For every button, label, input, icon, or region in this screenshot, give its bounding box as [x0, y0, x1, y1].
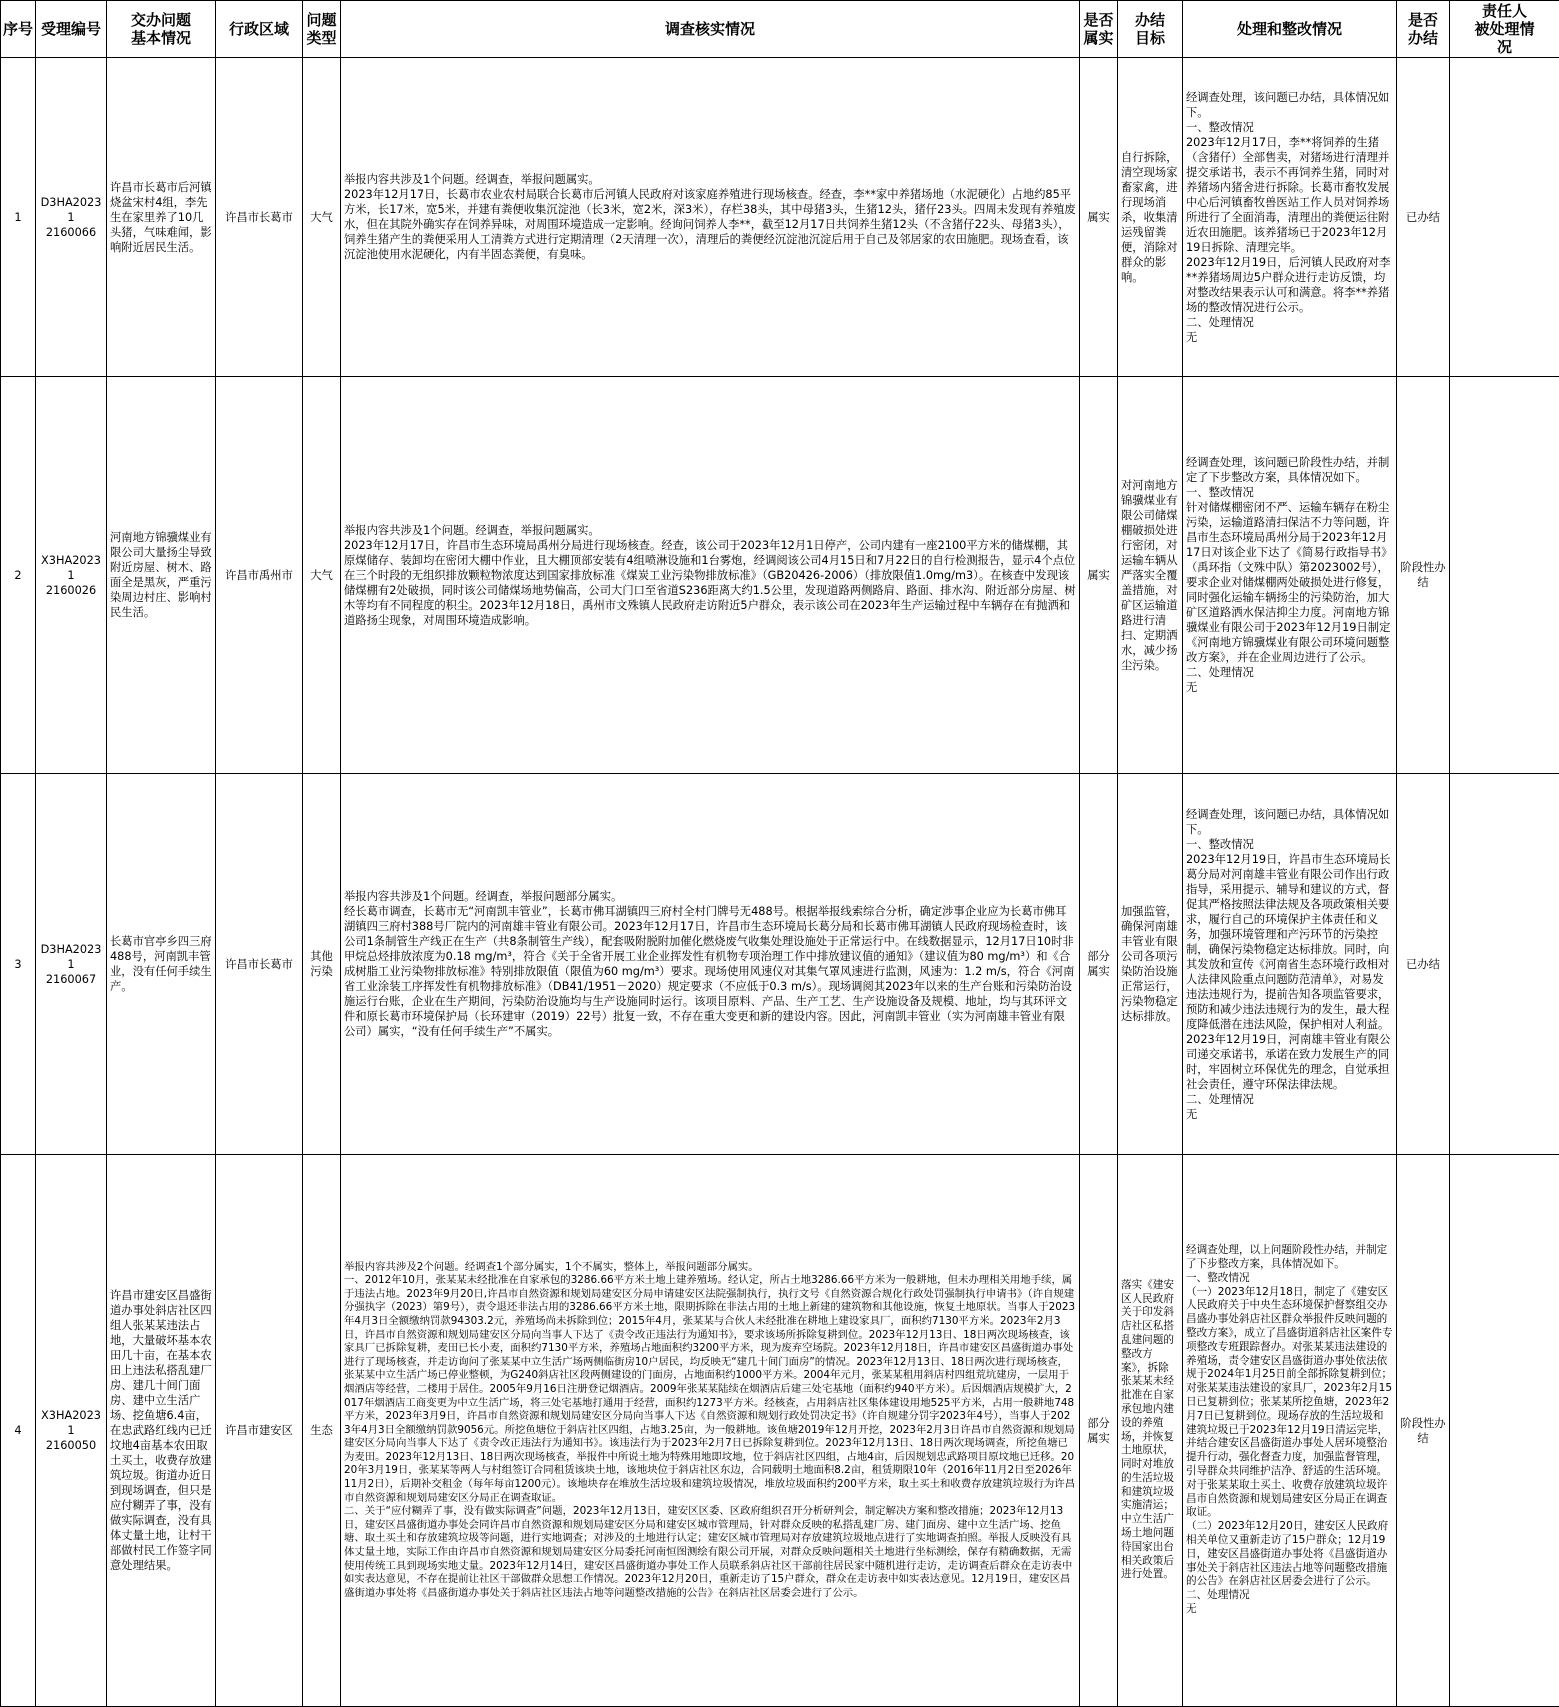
cell-issue-type: 其他 污染 [303, 774, 341, 1155]
cell-responsible [1450, 377, 1559, 774]
cell-issue-type: 大气 [303, 58, 341, 377]
header-row [1, 1, 1559, 58]
cell-acceptance-no: D3HA20231 2160067 [36, 774, 107, 1155]
table-row [1, 377, 1559, 774]
cell-acceptance-no: D3HA20231 2160066 [36, 58, 107, 377]
header-seq: 序号 [1, 1, 36, 58]
cell-handling: 经调查处理，该问题已办结，具体情况如下。 一、整改情况 2023年12月19日，许昌市生态环境局长葛分局对河南雄丰管业有限公司作出行政指导，采用提示、辅导和建议的方式，督促其严格按照法律法规及各项政策相关要求，履行自己的环境保护主体责任和义务，加强环境管理和产污环节的污染控制，确保污染物稳定达标排放。同时，向其发放和宣传《河南省生态环境行政相对人法律风险重点问题防范清单》，对易发违法违规行为，提前告知各项监管要求，预防和减少违法违规行为的发生，最大程度降低潜在违法风险，保护相对人利益。 2023年12月19日，河南雄丰管业有限公司递交承诺书，承诺在致力发展生产的同时，牢固树立环保优先的理念，自觉承担社会责任，遵守环保法律法规。 二、处理情况 无 [1183, 774, 1397, 1155]
cell-admin-region: 许昌市建安区 [216, 1155, 303, 1707]
cell-goal: 自行拆除，清空现场家畜家禽，进行现场消杀，收集清运残留粪便，消除对群众的影响。 [1118, 58, 1183, 377]
cell-investigation: 举报内容共涉及1个问题。经调查，举报问题属实。 2023年12月17日，许昌市生态环境局禹州分局进行现场核查。经查，该公司于2023年12月1日停产，公司内建有一座2100平方米的储煤棚，其原煤储存、装卸均在密闭大棚中作业，且大棚顶部安装有4组喷淋设施和1台雾炮，经调阅该公司4月15日和7月22日的自行检测报告，显示4个点位在三个时段的无组织排放颗粒物浓度达到国家排放标准《煤炭工业污染物排放标准》（GB20426-2006）（排放限值1.0mg/m3）。在核查中发现该储煤棚有2处破损，同时该公司储煤场地势偏高，公司大门口至省道S236距离大约1.5公里，发现道路两侧路肩、路面、排水沟、附近部分房屋、树木等均有不同程度的积尘。2023年12月18日，禹州市文殊镇人民政府走访附近5户群众，表示该公司在2023年生产运输过程中车辆存在有抛洒和道路扬尘现象，对周围环境造成影响。 [341, 377, 1080, 774]
cell-issue-basic: 河南地方锦骥煤业有限公司大量扬尘导致附近房屋、树木、路面全是黑灰，严重污染周边村庄、影响村民生活。 [107, 377, 216, 774]
cell-is-closed: 已办结 [1397, 774, 1450, 1155]
cell-issue-basic: 许昌市建安区昌盛街道办事处斜店社区四组人张某某违法占地，大量破坏基本农田几十亩，在基本农田上违法私搭乱建厂房、建几十间门面房、建中立生活广场、挖鱼塘6.4亩，在忠武路红线内已迁坟地4亩基本农田取土买土，收费存放建筑垃圾。街道办近日到现场调查，但只是应付糊弄了事，没有做实际调查，没有具体丈量土地，让村干部做村民工作签字同意处理结果。 [107, 1155, 216, 1707]
header-goal: 办结 目标 [1118, 1, 1183, 58]
cell-acceptance-no: X3HA20231 2160050 [36, 1155, 107, 1707]
cell-is-closed: 阶段性办结 [1397, 377, 1450, 774]
cell-is-true: 部分 属实 [1080, 774, 1118, 1155]
cell-is-true: 属实 [1080, 58, 1118, 377]
header-responsible: 责任人 被处理情 况 [1450, 1, 1559, 58]
header-issue-basic: 交办问题 基本情况 [107, 1, 216, 58]
table-row [1, 1155, 1559, 1707]
header-is-true: 是否 属实 [1080, 1, 1118, 58]
cell-investigation: 举报内容共涉及1个问题。经调查，举报问题部分属实。 经长葛市调查，长葛市无“河南凯丰管业”，长葛市佛耳湖镇四三府村全村门牌号无488号。根据举报线索综合分析，确定涉事企业应为长葛市佛耳湖镇四三府村388号厂院内的河南雄丰管业有限公司。2023年12月17日，许昌市生态环境局长葛分局和长葛市佛耳湖镇人民政府现场检查时，该公司1条制管生产线正在生产（共8条制管生产线），配套吸附脱附加催化燃烧废气收集处理设施处于正常运行中。在线数据显示，12月17日10时非甲烷总烃排放浓度为0.18 mg/m³，符合《关于全省开展工业企业挥发性有机物专项治理工作中排放建议值的通知》（建议值为80 mg/m³）和《合成树脂工业污染物排放标准》特别排放限值（限值为60 mg/m³）要求。现场使用风速仪对其集气罩风速进行监测，风速为：1.2 m/s，符合《河南省工业涂装工序挥发性有机物排放标准》（DB41/1951－2020）规定要求（不应低于0.3 m/s）。现场调阅其2023年以来的生产台账和污染防治设施运行台账，企业在生产期间，污染防治设施均与生产设施同时运行。该项目原料、产品、生产工艺、生产设施设备及规模、地址，均与其环评文件和原长葛市环境保护局（长环建审（2019）22号）批复一致，不存在重大变更和新的建设内容。因此，河南凯丰管业（实为河南雄丰管业有限公司）属实，“没有任何手续生产”不属实。 [341, 774, 1080, 1155]
cell-responsible [1450, 774, 1559, 1155]
cell-admin-region: 许昌市禹州市 [216, 377, 303, 774]
cell-admin-region: 许昌市长葛市 [216, 58, 303, 377]
cell-goal: 落实《建安区人民政府关于印发斜店社区私搭乱建问题的整改方案》，拆除张某某未经批准在自家承包地内建设的养殖场，并恢复土地原状，同时对堆放的生活垃圾和建筑垃圾实施清运；中立生活广场土地问题待国家出台相关政策后进行处置。 [1118, 1155, 1183, 1707]
cell-handling: 经调查处理，该问题已阶段性办结，并制定了下步整改方案，具体情况如下。 一、整改情况 针对储煤棚密闭不严、运输车辆存在粉尘污染，运输道路清扫保洁不力等问题，许昌市生态环境局禹州分局于2023年12月17日对该企业下达了《简易行政指导书》（禹环指（文殊中队）第2023002号），要求企业对储煤棚两处破损处进行修复，同时强化运输车辆扬尘的污染防治，加大矿区道路洒水保洁抑尘力度。河南地方锦骥煤业有限公司于2023年12月19日制定《河南地方锦骥煤业有限公司环境问题整改方案》，并在企业周边进行了公示。 二、处理情况 无 [1183, 377, 1397, 774]
cell-is-true: 属实 [1080, 377, 1118, 774]
cell-issue-type: 生态 [303, 1155, 341, 1707]
cell-responsible [1450, 58, 1559, 377]
cell-seq: 2 [1, 377, 36, 774]
header-issue-type: 问题 类型 [303, 1, 341, 58]
cell-seq: 3 [1, 774, 36, 1155]
cell-issue-type: 大气 [303, 377, 341, 774]
table-row [1, 58, 1559, 377]
cell-acceptance-no: X3HA20231 2160026 [36, 377, 107, 774]
table-row [1, 774, 1559, 1155]
cell-is-closed: 阶段性办结 [1397, 1155, 1450, 1707]
cell-responsible [1450, 1155, 1559, 1707]
cell-is-closed: 已办结 [1397, 58, 1450, 377]
cell-issue-basic: 长葛市官亭乡四三府488号，河南凯丰管业，没有任何手续生产。 [107, 774, 216, 1155]
cell-issue-basic: 许昌市长葛市后河镇烧盆宋村4组，李先生在家里养了10几头猪，气味难闻，影响附近居民生活。 [107, 58, 216, 377]
cell-handling: 经调查处理，以上问题阶段性办结，并制定了下步整改方案，具体情况如下。 一、整改情况 （一）2023年12月18日，制定了《建安区人民政府关于中央生态环境保护督察组交办昌盛办事处斜店社区群众举报件反映问题的整改方案》，成立了昌盛街道斜店社区案件专项整改专班跟踪督办。对张某某违法建设的养殖场，责令建安区昌盛街道办事处依法依规于2024年1月25日前全部拆除复耕到位；对张某某违法建设的家具厂，2023年2月15日已复耕到位；张某某所挖鱼塘，2023年2月7日已复耕到位。现场存放的生活垃圾和建筑垃圾已于2023年12月19日清运完毕，并结合建安区昌盛街道办事处人居环境整治提升行动，强化督查力度，加强监督管理，引导群众共同维护洁净、舒适的生活环境。对于张某某取土买土、收费存放建筑垃圾许昌市自然资源和规划局建安区分局正在调查取证。 （二）2023年12月20日，建安区人民政府相关单位又重新走访了15户群众；12月19日，建安区昌盛街道办事处将《昌盛街道办事处关于斜店社区违法占地等问题整改措施的公告》在斜店社区居委会进行了公示。 二、处理情况 无 [1183, 1155, 1397, 1707]
cell-goal: 加强监管，确保河南雄丰管业有限公司各项污染防治设施正常运行，污染物稳定达标排放。 [1118, 774, 1183, 1155]
cell-is-true: 部分 属实 [1080, 1155, 1118, 1707]
cell-admin-region: 许昌市长葛市 [216, 774, 303, 1155]
cell-seq: 1 [1, 58, 36, 377]
cell-goal: 对河南地方锦骥煤业有限公司储煤棚破损处进行密闭，对运输车辆从严落实全覆盖措施，对矿区运输道路进行清扫、定期洒水，减少扬尘污染。 [1118, 377, 1183, 774]
header-investigation: 调查核实情况 [341, 1, 1080, 58]
header-acceptance-no: 受理编号 [36, 1, 107, 58]
header-handling: 处理和整改情况 [1183, 1, 1397, 58]
cell-handling: 经调查处理，该问题已办结，具体情况如下。 一、整改情况 2023年12月17日，李**将饲养的生猪（含猪仔）全部售卖，对猪场进行清理并提交承诺书，表示不再饲养生猪，同时对养猪场内猪舍进行拆除。长葛市畜牧发展中心后河镇畜牧兽医站工作人员对饲养场所进行了全面消毒，清理出的粪便运往附近农田施肥。该养猪场已于2023年12月19日拆除、清理完毕。 2023年12月19日，后河镇人民政府对李**养猪场周边5户群众进行走访反馈，均对整改结果表示认可和满意。将李**养猪场的整改情况进行公示。 二、处理情况 无 [1183, 58, 1397, 377]
cell-investigation: 举报内容共涉及2个问题。经调查1个部分属实，1个不属实，整体上，举报问题部分属实。 一、2012年10月，张某某未经批准在自家承包的3286.66平方米土地上建养殖场。经认定，所占土地3286.66平方米为一般耕地，但未办理相关用地手续，属于违法占地。2023年9月20日,许昌市自然资源和规划局建安区分局申请建安区法院强制执行，执行文号《自然资源合规化行政处罚强制执行申请书》（许自规建分强执字（2023）第9号），责令退还非法占用的3286.66平方米土地，限期拆除在非法占用的土地上新建的建筑物和其他设施，恢复土地原状。当事人于2023年4月3日全额缴纳罚款94303.2元，养殖场尚未拆除到位；2015年4月，张某某与合伙人未经批准在耕地上建设家具厂，面积约7130平方米。2023年2月3日，许昌市自然资源和规划局建安区分局向当事人下达了《责令改正违法行为通知书》，要求该场所拆除复耕到位。2023年12月13日、18日两次现场核查，该家具厂已拆除复耕，麦田已长小麦，面积约7130平方米，养殖场占地面积约3200平方米，现为废弃空场院。2023年12月18日，许昌市建安区昌盛街道办事处进行了现场核查，并走访询问了张某某中立生活广场两侧临街房10户居民，均反映无“建几十间门面房”的情况。2023年12月13日、18日两次进行现场核查，张某某中立生活广场已停业整顿，为G240斜店社区段两侧建设的门面房，占地面积约1000平方米。2004年元月，张某某租用斜店村四组荒坑建房，一层用于烟酒店等经营，二楼用于居住。2005年9月16日注册登记烟酒店。2009年张某某陆续在烟酒店后建三处宅基地（面积约940平方米）。后因烟酒店规模扩大，2017年烟酒店工商变更为中立生活广场，将三处宅基地打通用于经营，面积约1273平方米。经核查，占用斜店社区集体建设用地525平方米，占用一般耕地748平方米，2023年3月9日，许昌市自然资源和规划局建安区分局向当事人下达《自然资源和规划行政处罚决定书》（许自规建分罚字2023年4号），当事人于2023年4月3日全额缴纳罚款9056元。所挖鱼塘位于斜店社区四组，占地3.25亩，为一般耕地。该鱼塘2019年12月开挖，2023年2月3日许昌市自然资源和规划局建安区分局向当事人下达了《责令改正违法行为通知书》。该违法行为于2023年2月7日已拆除复耕到位。2023年12月13日、18日两次现场调查，所挖鱼塘已为麦田。2023年12月13日、18日两次现场核查，举报件中所说土地为特殊用地即坟地，位于斜店社区四组，占地4亩，后因规划忠武路项目原坟地已迁移。2020年3月19日，张某某等两人与村组签订合同租赁该块土地，该地块位于斜店社区东边，合同载明土地面积8.2亩，租赁期限10年（2016年11月2日至2026年11月2日），后期补交租金（每年每亩1200元）。该地块存在堆放生活垃圾和建筑垃圾情况，堆放垃圾面积约200平方米，取土买土和收费存放建筑垃圾行为许昌市自然资源和规划局建安区分局正在调查取证。 二、关于“应付糊弄了事，没有做实际调查”问题，2023年12月13日，建安区区委、区政府组织召开分析研判会，制定解决方案和整改措施；2023年12月13日，建安区昌盛街道办事处会同许昌市自然资源和规划局建安区分局和建安区城市管理局，针对群众反映的私搭乱建厂房、建门面房、建中立生活广场、挖鱼塘、取土买土和存放建筑垃圾等问题，进行实地调查；对涉及的土地进行认定；建安区城市管理局对存放建筑垃圾地点进行了实地调查拍照。举报人反映没有具体丈量土地，实际工作由许昌市自然资源和规划局建安区分局委托河南恒图测绘有限公司开展，对群众反映问题相关土地进行坐标测绘，保存有精确数据，无需使用传统工具到现场实地丈量。2023年12月14日，建安区昌盛街道办事处工作人员联系斜店社区干部前往居民家中随机进行走访，走访调查后群众在走访表中如实表达意见，不存在提前让社区干部做群众思想工作情况。2023年12月20日，重新走访了15户群众，群众在走访表中如实表达意见。12月19日，建安区昌盛街道办事处将《昌盛街道办事处关于斜店社区违法占地等问题整改措施的公告》在斜店社区居委会进行了公示。 [341, 1155, 1080, 1707]
cell-seq: 4 [1, 1155, 36, 1707]
header-admin-region: 行政区域 [216, 1, 303, 58]
header-is-closed: 是否 办结 [1397, 1, 1450, 58]
cell-investigation: 举报内容共涉及1个问题。经调查，举报问题属实。 2023年12月17日，长葛市农业农村局联合长葛市后河镇人民政府对该家庭养殖进行现场核查。经查，李**家中养猪场地（水泥硬化）占地约85平方米，长17米，宽5米，并建有粪便收集沉淀池（长3米，宽2米，深3米），存栏38头，其中母猪3头，生猪12头，猪仔23头。四周未发现有养殖废水，但在其院外确实存在饲养异味，对周围环境造成一定影响。经询问饲养人李**，截至12月17日共饲养生猪12头（不含猪仔22头、母猪3头），饲养生猪产生的粪便采用人工清粪方式进行定期清理（2天清理一次），清理后的粪便经沉淀池沉淀后用于自己及邻居家的农田施肥。现场查看，该沉淀池使用水泥硬化，内有半固态粪便，有臭味。 [341, 58, 1080, 377]
